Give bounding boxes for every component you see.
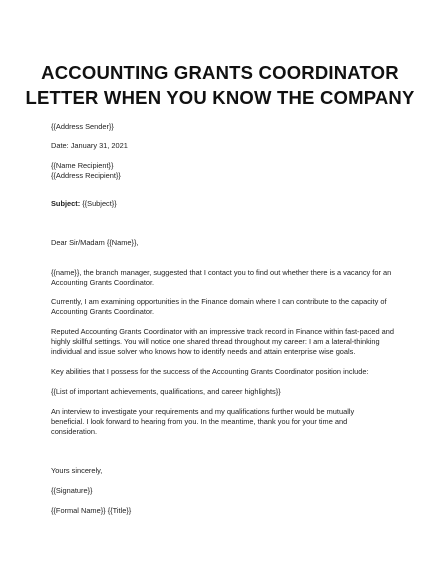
address-recipient: {{Address Recipient}}	[51, 171, 121, 180]
address-sender: {{Address Sender}}	[51, 122, 114, 131]
subject-line	[51, 199, 117, 209]
signature: {{Signature}}	[51, 486, 93, 495]
paragraph-1-line-1: {{name}}, the branch manager, suggested that I contact you to find out whether there is a vacancy for an	[51, 268, 392, 277]
letter-date: Date: January 31, 2021	[51, 141, 128, 150]
title-line-2: LETTER WHEN YOU KNOW THE COMPANY	[25, 87, 415, 108]
paragraph-6-line-2: beneficial. I look forward to hearing from you. In the meantime, thank you for your time and	[51, 417, 348, 426]
letter-title	[20, 60, 420, 110]
paragraph-3-line-2: highly skillful settings. You will notice one shared thread throughout my career: I am a lateral-thinking	[51, 337, 380, 346]
paragraph-5-line-1: {{List of important achievements, qualifications, and career highlights}}	[51, 387, 281, 396]
paragraph-2-line-2: Accounting Grants Coordinator.	[51, 307, 155, 316]
paragraph-3-line-3: individual and issue solver who knows how to identify needs and attain enterprise wise goals.	[51, 347, 356, 356]
closing: Yours sincerely,	[51, 466, 103, 475]
paragraph-6-line-3: consideration.	[51, 427, 98, 436]
salutation: Dear Sir/Madam {{Name}},	[51, 238, 139, 247]
paragraph-4-line-1: Key abilities that I possess for the success of the Accounting Grants Coordinator position include:	[51, 367, 369, 376]
name-recipient: {{Name Recipient}}	[51, 161, 114, 170]
subject-value: {{Subject}}	[80, 199, 117, 208]
paragraph-3-line-1: Reputed Accounting Grants Coordinator with an impressive track record in Finance within fast-paced and	[51, 327, 395, 336]
paragraph-6-line-1: An interview to investigate your requirements and my qualifications further would be mutually	[51, 407, 355, 416]
title-line-1: ACCOUNTING GRANTS COORDINATOR	[41, 62, 399, 83]
formal-name: {{Formal Name}} {{Title}}	[51, 506, 132, 515]
subject-label: Subject:	[51, 199, 81, 208]
paragraph-2-line-1: Currently, I am examining opportunities in the Finance domain where I can contribute to the capacity of	[51, 297, 387, 306]
paragraph-1-line-2: Accounting Grants Coordinator.	[51, 278, 155, 287]
